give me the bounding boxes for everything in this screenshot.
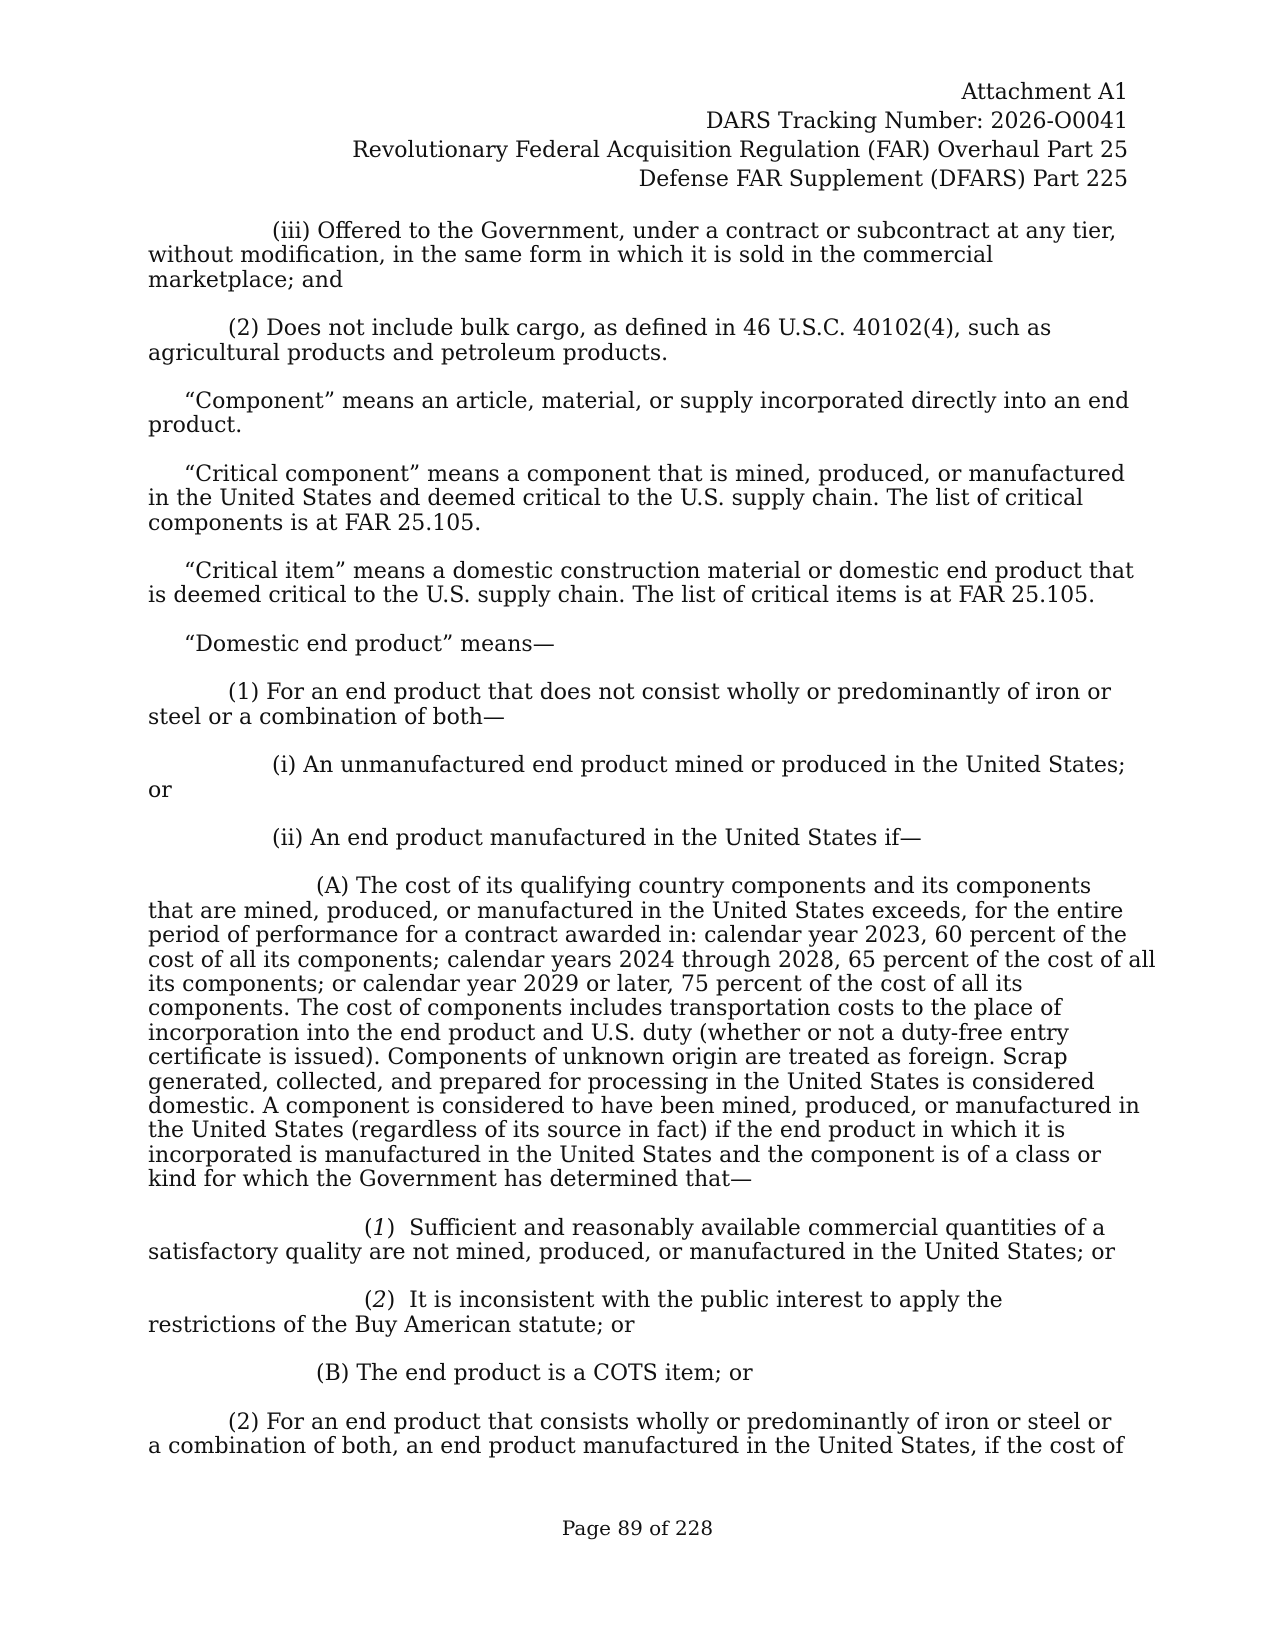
text-line: incorporated is manufactured in the United States and the component is of a class or [148,1142,1102,1168]
text-line: kind for which the Government has determined that— [148,1167,753,1193]
dfars-part-title: Defense FAR Supplement (DFARS) Part 225 [638,167,1128,192]
paragraph-1-non-iron-steel [148,681,1128,730]
text-line: period of performance for a contract awarded in: calendar year 2023, 60 percent of the [148,923,1127,949]
paragraph-2-iron-steel [148,1411,1128,1460]
text-line: certificate is issued). Components of unknown origin are treated as foreign. Scrap [148,1045,1068,1071]
definition-domestic-end-product [148,633,1128,657]
paragraph-number: 2 [372,1288,387,1314]
paragraph-a-cost-of-components [148,874,1156,1193]
text-line: cost of all its components; calendar years 2024 through 2028, 65 percent of the cost of all [148,947,1156,973]
definition-critical-component [148,463,1128,536]
text-line: domestic. A component is considered to have been mined, produced, or manufactured in [148,1093,1140,1119]
text-line: (B) The end product is a COTS item; or [316,1361,753,1387]
text-line: agricultural products and petroleum products. [148,340,669,366]
far-part-title: Revolutionary Federal Acquisition Regulation (FAR) Overhaul Part 25 [352,138,1128,163]
attachment-label: Attachment A1 [961,80,1128,105]
text-line: steel or a combination of both— [148,704,505,730]
text-line: is deemed critical to the U.S. supply chain. The list of critical items is at FAR 25.105. [148,583,1096,609]
text-line: marketplace; and [148,267,344,293]
text-line: (2) Does not include bulk cargo, as defined in 46 U.S.C. 40102(4), such as [228,316,1052,342]
text-line: its components; or calendar year 2029 or later, 75 percent of the cost of all its [148,971,1023,997]
page-number: Page 89 of 228 [561,1516,714,1540]
text-line: in the United States and deemed critical to the U.S. supply chain. The list of critical [148,486,1084,512]
paragraph-number: 1 [372,1215,387,1241]
document-body [148,219,1156,1483]
text-line: product. [148,413,243,439]
paragraph-ii-manufactured [148,827,1128,851]
text-line: a combination of both, an end product manufactured in the United States, if the cost of [148,1434,1124,1460]
paragraph-b-cots-item [148,1362,1128,1386]
paragraph-i-unmanufactured [148,754,1128,803]
paragraph-2-public-interest [148,1289,1128,1338]
text-line: restrictions of the Buy American statute; or [148,1312,635,1338]
page-header [228,78,1128,194]
text-line: (iii) Offered to the Government, under a contract or subcontract at any tier, [272,219,1117,244]
definition-critical-item [148,559,1134,609]
text-line: the United States (regardless of its source in fact) if the end product in which it is [148,1118,1066,1144]
text-line: components. The cost of components includes transportation costs to the place of [148,996,1062,1022]
text-line: satisfactory quality are not mined, produced, or manufactured in the United States; or [148,1240,1115,1265]
text-fragment: It is inconsistent with the public interest to apply the [395,1288,1003,1314]
text-line: components is at FAR 25.105. [148,510,482,536]
text-line: without modification, in the same form in which it is sold in the commercial [148,243,994,269]
text-line: incorporation into the end product and U.S. duty (whether or not a duty-free entry [148,1020,1069,1046]
definition-component [148,390,1128,439]
text-line: (ii) An end product manufactured in the United States if— [272,825,922,851]
text-line: (1) For an end product that does not consist wholly or predominantly of iron or [228,680,1111,706]
text-line: “Component” means an article, material, or supply incorporated directly into an end [184,389,1130,415]
text-fragment: Sufficient and reasonably available commercial quantities of a [395,1215,1106,1241]
text-line: or [148,777,172,803]
text-line: generated, collected, and prepared for processing in the United States is considered [148,1069,1095,1095]
text-line: “Critical component” means a component that is mined, produced, or manufactured [184,461,1125,487]
text-line: that are mined, produced, or manufactured in the United States exceeds, for the entire [148,898,1124,924]
paragraph-2-bulk-cargo [148,317,1128,366]
text-line: (A) The cost of its qualifying country components and its components [316,874,1092,900]
text-line: (2) For an end product that consists wholly or predominantly of iron or steel or [228,1409,1112,1435]
paragraph-iii-offered [148,220,1128,293]
tracking-number: DARS Tracking Number: 2026-O0041 [705,109,1128,134]
text-line: “Domestic end product” means— [184,631,555,657]
text-line: (i) An unmanufactured end product mined or produced in the United States; [272,753,1126,779]
text-line: (1) Sufficient and reasonably available commercial quantities of a [364,1215,1106,1241]
text-line: (2) It is inconsistent with the public interest to apply the [364,1288,1003,1314]
text-line: “Critical item” means a domestic construction material or domestic end product that [184,559,1134,585]
paragraph-1-sufficient-quantities [148,1217,1128,1266]
